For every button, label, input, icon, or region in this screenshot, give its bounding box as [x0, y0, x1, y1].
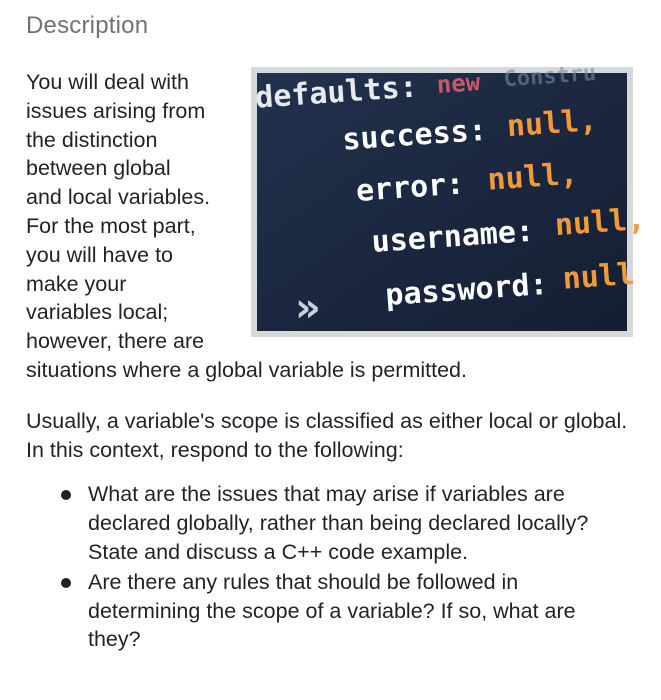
intro-paragraph-block: [26, 60, 647, 385]
code-snippet-image: [251, 60, 647, 337]
code-line-defaults-key: defaults:: [254, 69, 419, 116]
question-text: Are there any rules that should be followed in determining the scope of a variable? If so, what are they?: [88, 569, 576, 652]
section-heading: Description: [26, 12, 149, 39]
code-line-defaults-blur: Constru: [502, 60, 597, 93]
code-line-success-value: null,: [505, 103, 599, 145]
code-snippet-graphic: [254, 60, 647, 331]
question-text: What are the issues that may arise if variables are declared globally, rather than being declared locally? State and discuss a C++ code example.: [88, 482, 589, 564]
code-line-error-key: error:: [354, 166, 466, 209]
chevron-glyph-icon: »: [295, 285, 321, 331]
list-item: [26, 480, 633, 566]
code-line-username-value: null,: [553, 201, 647, 244]
code-line-username-key: username:: [370, 213, 536, 260]
code-line-error-value: null,: [486, 156, 579, 198]
code-line-defaults-value: new: [435, 68, 482, 100]
code-line-password-key: password:: [384, 266, 549, 314]
scope-paragraph: Usually, a variable's scope is classified as either local or global. In this context, respond to the following:: [26, 408, 628, 462]
bullet-icon: [61, 490, 71, 500]
bullet-icon: [61, 578, 71, 588]
code-line-success-key: success:: [341, 112, 488, 158]
code-line-password-value: null: [561, 256, 636, 297]
question-list: [26, 480, 633, 654]
intro-paragraph: You will deal with issues arising from the distinction between global and local variables. For the most part, you will have to make your variables local; however, there are situations where a global variable is permitted.: [26, 70, 467, 382]
description-body: [26, 60, 647, 655]
list-item: [26, 568, 633, 654]
